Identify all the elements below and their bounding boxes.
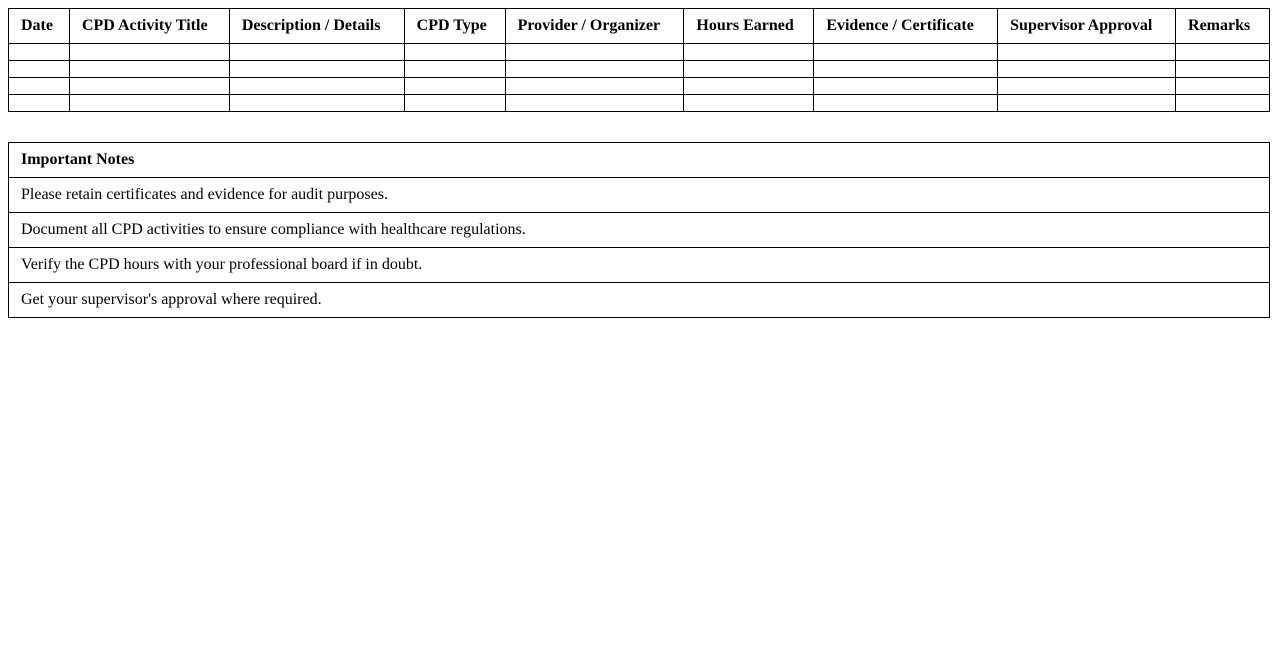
table-cell[interactable]	[684, 95, 814, 112]
column-header-date: Date	[9, 9, 70, 44]
notes-header-row	[9, 143, 1270, 178]
column-header-description: Description / Details	[229, 9, 404, 44]
table-cell[interactable]	[9, 95, 70, 112]
table-cell[interactable]	[229, 44, 404, 61]
table-cell[interactable]	[69, 95, 229, 112]
note-item: Please retain certificates and evidence for audit purposes.	[9, 178, 1270, 213]
table-cell[interactable]	[229, 61, 404, 78]
note-item: Document all CPD activities to ensure compliance with healthcare regulations.	[9, 213, 1270, 248]
table-cell[interactable]	[404, 78, 505, 95]
table-cell[interactable]	[404, 61, 505, 78]
table-cell[interactable]	[69, 78, 229, 95]
table-cell[interactable]	[9, 61, 70, 78]
table-cell[interactable]	[684, 44, 814, 61]
table-cell[interactable]	[404, 95, 505, 112]
table-cell[interactable]	[1176, 61, 1270, 78]
table-cell[interactable]	[998, 44, 1176, 61]
column-header-cpd-type: CPD Type	[404, 9, 505, 44]
table-cell[interactable]	[998, 61, 1176, 78]
table-cell[interactable]	[69, 61, 229, 78]
table-row	[9, 61, 1270, 78]
note-item: Get your supervisor's approval where required.	[9, 283, 1270, 318]
column-header-supervisor-approval: Supervisor Approval	[998, 9, 1176, 44]
table-cell[interactable]	[814, 95, 998, 112]
column-header-remarks: Remarks	[1176, 9, 1270, 44]
table-cell[interactable]	[1176, 78, 1270, 95]
table-cell[interactable]	[998, 95, 1176, 112]
table-cell[interactable]	[684, 61, 814, 78]
table-cell[interactable]	[69, 44, 229, 61]
cpd-log-body	[9, 44, 1270, 112]
table-cell[interactable]	[814, 44, 998, 61]
table-cell[interactable]	[9, 44, 70, 61]
table-row	[9, 78, 1270, 95]
note-row	[9, 248, 1270, 283]
table-cell[interactable]	[505, 78, 684, 95]
table-cell[interactable]	[1176, 44, 1270, 61]
note-row	[9, 178, 1270, 213]
table-cell[interactable]	[229, 95, 404, 112]
table-cell[interactable]	[229, 78, 404, 95]
important-notes-table	[8, 142, 1270, 318]
table-cell[interactable]	[404, 44, 505, 61]
note-row	[9, 213, 1270, 248]
column-header-evidence: Evidence / Certificate	[814, 9, 998, 44]
table-cell[interactable]	[9, 78, 70, 95]
table-cell[interactable]	[684, 78, 814, 95]
column-header-activity-title: CPD Activity Title	[69, 9, 229, 44]
note-row	[9, 283, 1270, 318]
table-cell[interactable]	[505, 44, 684, 61]
note-item: Verify the CPD hours with your professional board if in doubt.	[9, 248, 1270, 283]
table-cell[interactable]	[998, 78, 1176, 95]
table-cell[interactable]	[1176, 95, 1270, 112]
table-cell[interactable]	[814, 61, 998, 78]
table-cell[interactable]	[814, 78, 998, 95]
column-header-provider: Provider / Organizer	[505, 9, 684, 44]
header-row	[9, 9, 1270, 44]
table-cell[interactable]	[505, 61, 684, 78]
table-row	[9, 95, 1270, 112]
notes-heading: Important Notes	[9, 143, 1270, 178]
cpd-log-table	[8, 8, 1270, 112]
table-row	[9, 44, 1270, 61]
column-header-hours-earned: Hours Earned	[684, 9, 814, 44]
table-cell[interactable]	[505, 95, 684, 112]
